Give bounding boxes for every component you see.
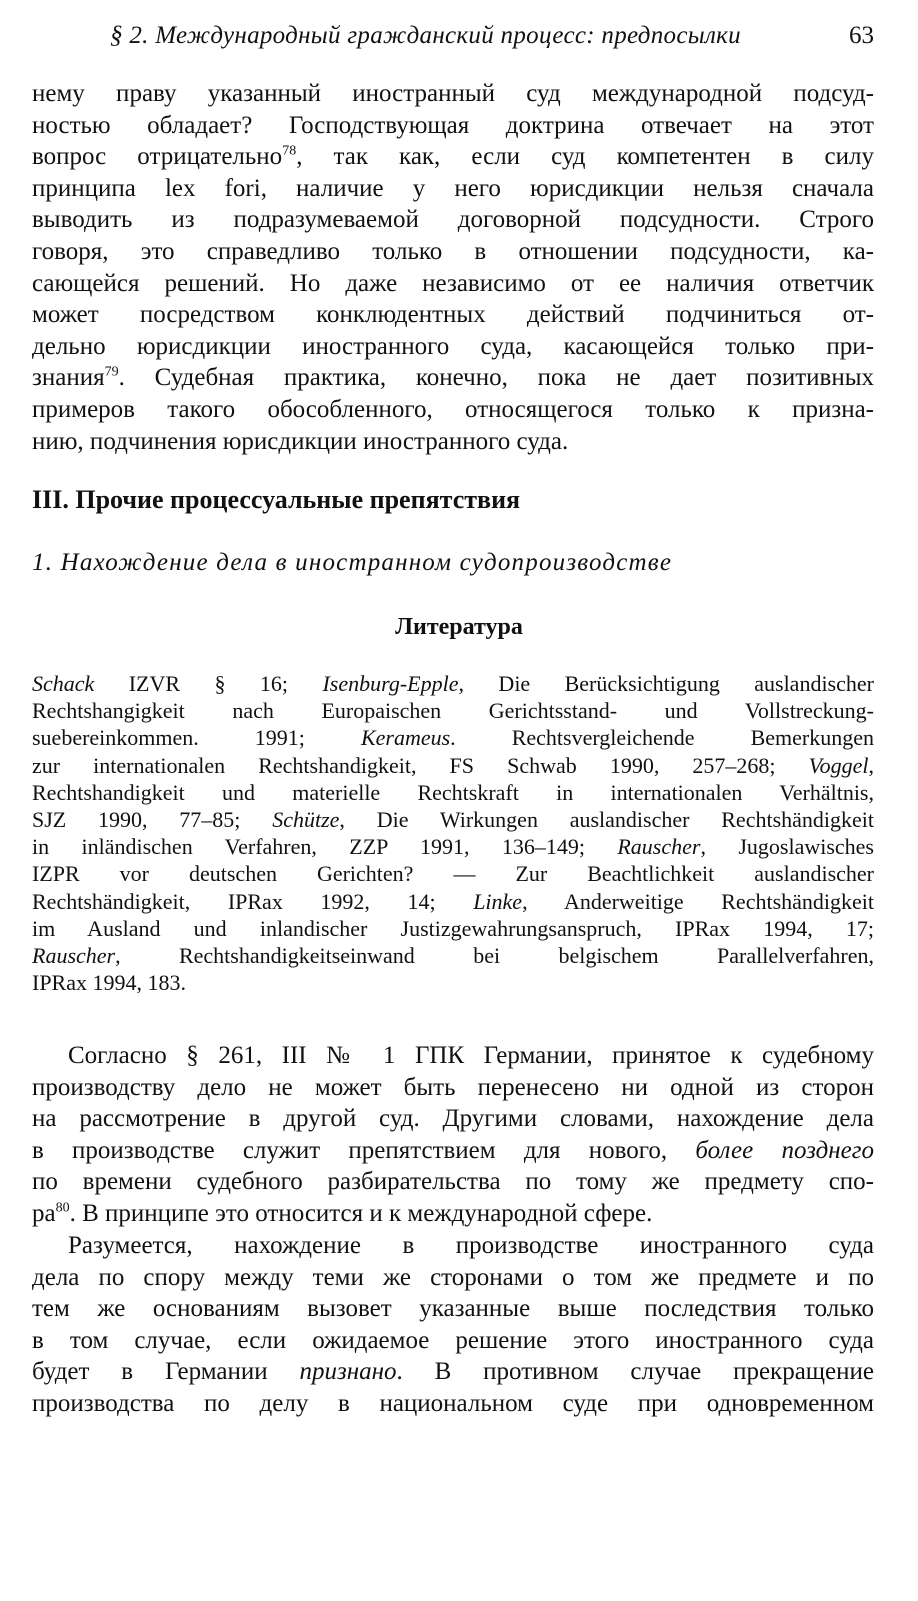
section-heading: III. Прочие процессуальные препятствия bbox=[32, 485, 521, 514]
footnote-ref-80: 80 bbox=[55, 1200, 70, 1216]
text-line: знания$^{79}$. Судебная практика, конечно, пока не дает позитивных bbox=[32, 364, 874, 392]
text-line: нему праву указанный иностранный суд международной подсуд- bbox=[32, 80, 874, 107]
bibliography-line: in inländischen Verfahren, ZZP 1991, 136–149; Rauscher, Jugoslawisches bbox=[32, 834, 874, 860]
text-line: будет в Германии признано. В противном случае прекращение bbox=[32, 1358, 874, 1386]
text-line: в производстве служит препятствием для нового, более позднего bbox=[32, 1136, 874, 1164]
paragraph-2 bbox=[32, 1040, 874, 1230]
bibliography-line: Rauscher, Rechtshandigkeitseinwand bei belgischem Parallelverfahren, bbox=[32, 943, 874, 969]
text-line: ностью обладает? Господствующая доктрина отвечает на этот bbox=[32, 111, 874, 139]
bibliography-line: zur internationalen Rechtshandigkeit, FS Schwab 1990, 257–268; Voggel, bbox=[32, 752, 874, 778]
paragraph-3 bbox=[32, 1230, 874, 1420]
running-head bbox=[32, 14, 874, 54]
text-line: Согласно § 261, III № 1 ГПК Германии, принятое к судебному bbox=[68, 1042, 874, 1069]
paragraph-1 bbox=[32, 78, 874, 457]
text-line: примеров такого обособленного, относящегося только к призна- bbox=[32, 395, 874, 423]
text-line: выводить из подразумеваемой договорной подсудности. Строго bbox=[32, 206, 874, 234]
bibliography-line: im Ausland und inlandischer Justizgewahrungsanspruch, IPRax 1994, 17; bbox=[32, 915, 874, 941]
bibliography-line: Rechtshangigkeit nach Europaischen Gerichtsstand- und Vollstreckung- bbox=[32, 698, 874, 724]
text-line: принципа lex fori, наличие у него юрисдикции нельзя сначала bbox=[32, 174, 874, 202]
bibliography bbox=[32, 670, 874, 996]
bibliography-line: Schack IZVR § 16; Isenburg-Epple, Die Berücksichtigung auslandischer bbox=[32, 671, 874, 696]
bibliography-line: Rechtshändigkeit, IPRax 1992, 14; Linke, Anderweitige Rechtshändigkeit bbox=[32, 888, 875, 914]
text-line: по времени судебного разбирательства по тому же предмету спо- bbox=[32, 1168, 874, 1196]
text-line: может посредством конклюдентных действий подчиниться от- bbox=[32, 301, 874, 329]
text-line: тем же основаниям вызовет указанные выше последствия только bbox=[32, 1295, 874, 1323]
text-line: сающейся решений. Но даже независимо от ее наличия ответчик bbox=[32, 269, 874, 297]
text-line: нию, подчинения юрисдикции иностранного суда. bbox=[32, 427, 569, 455]
footnote-ref-78: 78 bbox=[282, 143, 297, 159]
text-line: дела по спору между теми же сторонами о том же предмете и по bbox=[32, 1263, 874, 1291]
footnote-ref-79: 79 bbox=[104, 365, 119, 381]
text-line: $ра^{80}$. В принципе это относится и к международной сфере. bbox=[32, 1199, 653, 1227]
text-line: производству дело не может быть перенесено ни одной из сторон bbox=[32, 1073, 874, 1101]
text-line: вопрос отрицательно$^{78}$, так как, если суд компетентен в силу bbox=[32, 143, 874, 171]
text-line: производства по делу в национальном суде при одновременном bbox=[32, 1389, 874, 1417]
bibliography-line: suebereinkommen. 1991; Kerameus. Rechtsvergleichende Bemerkungen bbox=[32, 725, 874, 751]
bibliography-line: IPRax 1994, 183. bbox=[32, 970, 186, 996]
text-line: Разумеется, нахождение в производстве иностранного суда bbox=[68, 1232, 874, 1259]
bibliography-line: Rechtshandigkeit und materielle Rechtskraft in internationalen Verhältnis, bbox=[32, 779, 874, 805]
bibliography-line: SJZ 1990, 77–85; Schütze, Die Wirkungen auslandischer Rechtshändigkeit bbox=[32, 807, 874, 833]
literature-heading: Литература bbox=[395, 614, 523, 640]
bibliography-line: IZPR vor deutschen Gerichten? — Zur Beachtlichkeit auslandischer bbox=[32, 861, 874, 887]
text-line: в том случае, если ожидаемое решение этого иностранного суда bbox=[32, 1326, 874, 1354]
text-line: дельно юрисдикции иностранного суда, касающейся только при- bbox=[32, 332, 874, 360]
running-head-title: § 2. Международный гражданский процесс: предпосылки bbox=[110, 22, 741, 49]
text-line: на рассмотрение в другой суд. Другими словами, нахождение дела bbox=[32, 1105, 874, 1133]
subsection-heading: 1. Нахождение дела в иностранном судопроизводстве bbox=[32, 549, 673, 576]
page-number: 63 bbox=[849, 22, 874, 49]
text-line: говоря, это справедливо только в отношении подсудности, ка- bbox=[32, 237, 874, 265]
